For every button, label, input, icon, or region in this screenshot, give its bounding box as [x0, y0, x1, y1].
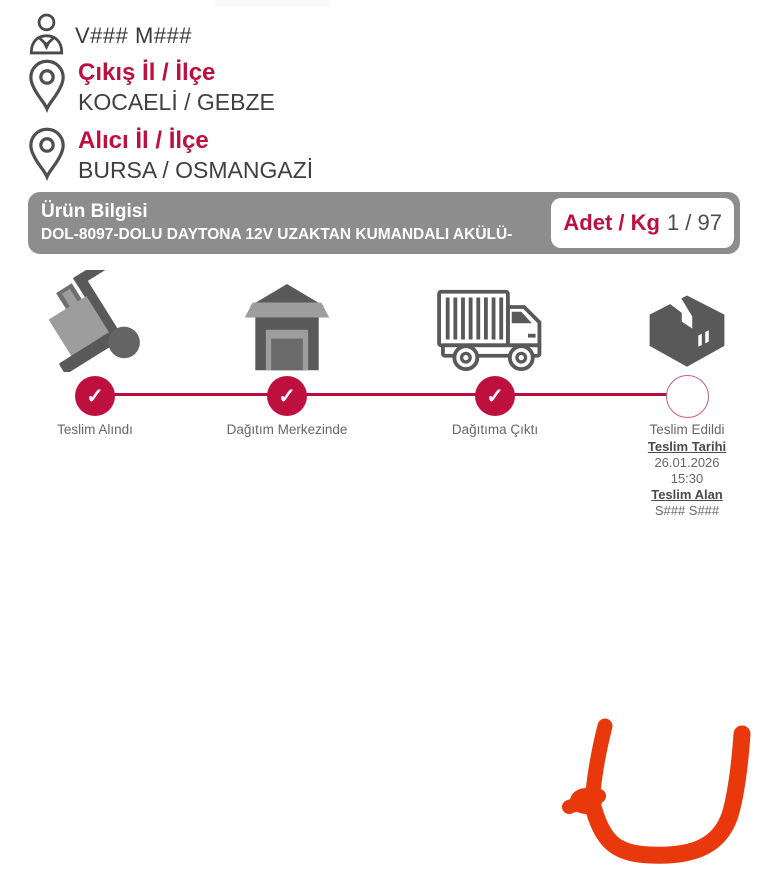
stage-teslim-alindi: [0, 270, 190, 437]
location-pin-icon: [28, 58, 66, 119]
product-info-bar: [28, 192, 740, 254]
stage-open-circle: [666, 375, 709, 418]
stage-check-circle: [75, 376, 115, 416]
delivery-details: [648, 439, 726, 519]
top-strip: [215, 0, 330, 6]
stage-check-circle: [475, 376, 515, 416]
origin-row: [28, 58, 275, 119]
warehouse-icon: [240, 270, 334, 372]
receiver-label: Alıcı İl / İlçe: [78, 127, 209, 154]
check-icon: ✓: [86, 384, 104, 408]
location-pin-icon: [28, 126, 66, 187]
check-icon: ✓: [486, 384, 504, 408]
origin-value: KOCAELİ / GEBZE: [78, 89, 275, 115]
shipper-row: [28, 12, 192, 60]
stage-label: Teslim Edildi: [649, 422, 725, 437]
quantity-weight-label: Adet / Kg: [563, 210, 660, 235]
delivery-truck-icon: [434, 270, 556, 372]
stage-check-circle: [267, 376, 307, 416]
package-icon: [642, 270, 732, 372]
check-icon: ✓: [278, 384, 296, 408]
stage-dagitima-cikti: [400, 270, 590, 437]
quantity-weight-value: 1 / 97: [666, 210, 722, 235]
origin-label: Çıkış İl / İlçe: [78, 59, 216, 86]
stage-label: Teslim Alındı: [57, 422, 133, 437]
receiver-value: BURSA / OSMANGAZİ: [78, 157, 314, 183]
delivery-date-label: Teslim Tarihi: [647, 439, 727, 454]
product-description: DOL-8097-DOLU DAYTONA 12V UZAKTAN KUMANDALI AKÜLÜ-: [41, 226, 513, 243]
stage-label: Dağıtım Merkezinde: [226, 422, 348, 437]
hand-drawn-circle-annotation: [555, 710, 765, 870]
recipient-label: Teslim Alan: [651, 487, 723, 502]
shipper-name: V### M###: [75, 23, 193, 48]
tracking-timeline: [0, 270, 768, 610]
delivery-date: 26.01.2026: [654, 455, 720, 470]
receiver-row: [28, 126, 313, 187]
recipient-name: S### S###: [654, 503, 720, 518]
stage-dagitim-merkezinde: [192, 270, 382, 437]
quantity-weight-pill: [551, 198, 734, 248]
stage-teslim-edildi: [592, 270, 768, 519]
product-title: Ürün Bilgisi: [41, 201, 148, 222]
delivery-time: 15:30: [670, 471, 704, 486]
person-icon: [28, 12, 65, 60]
hand-truck-icon: [43, 270, 147, 372]
stage-label: Dağıtıma Çıktı: [451, 422, 539, 437]
